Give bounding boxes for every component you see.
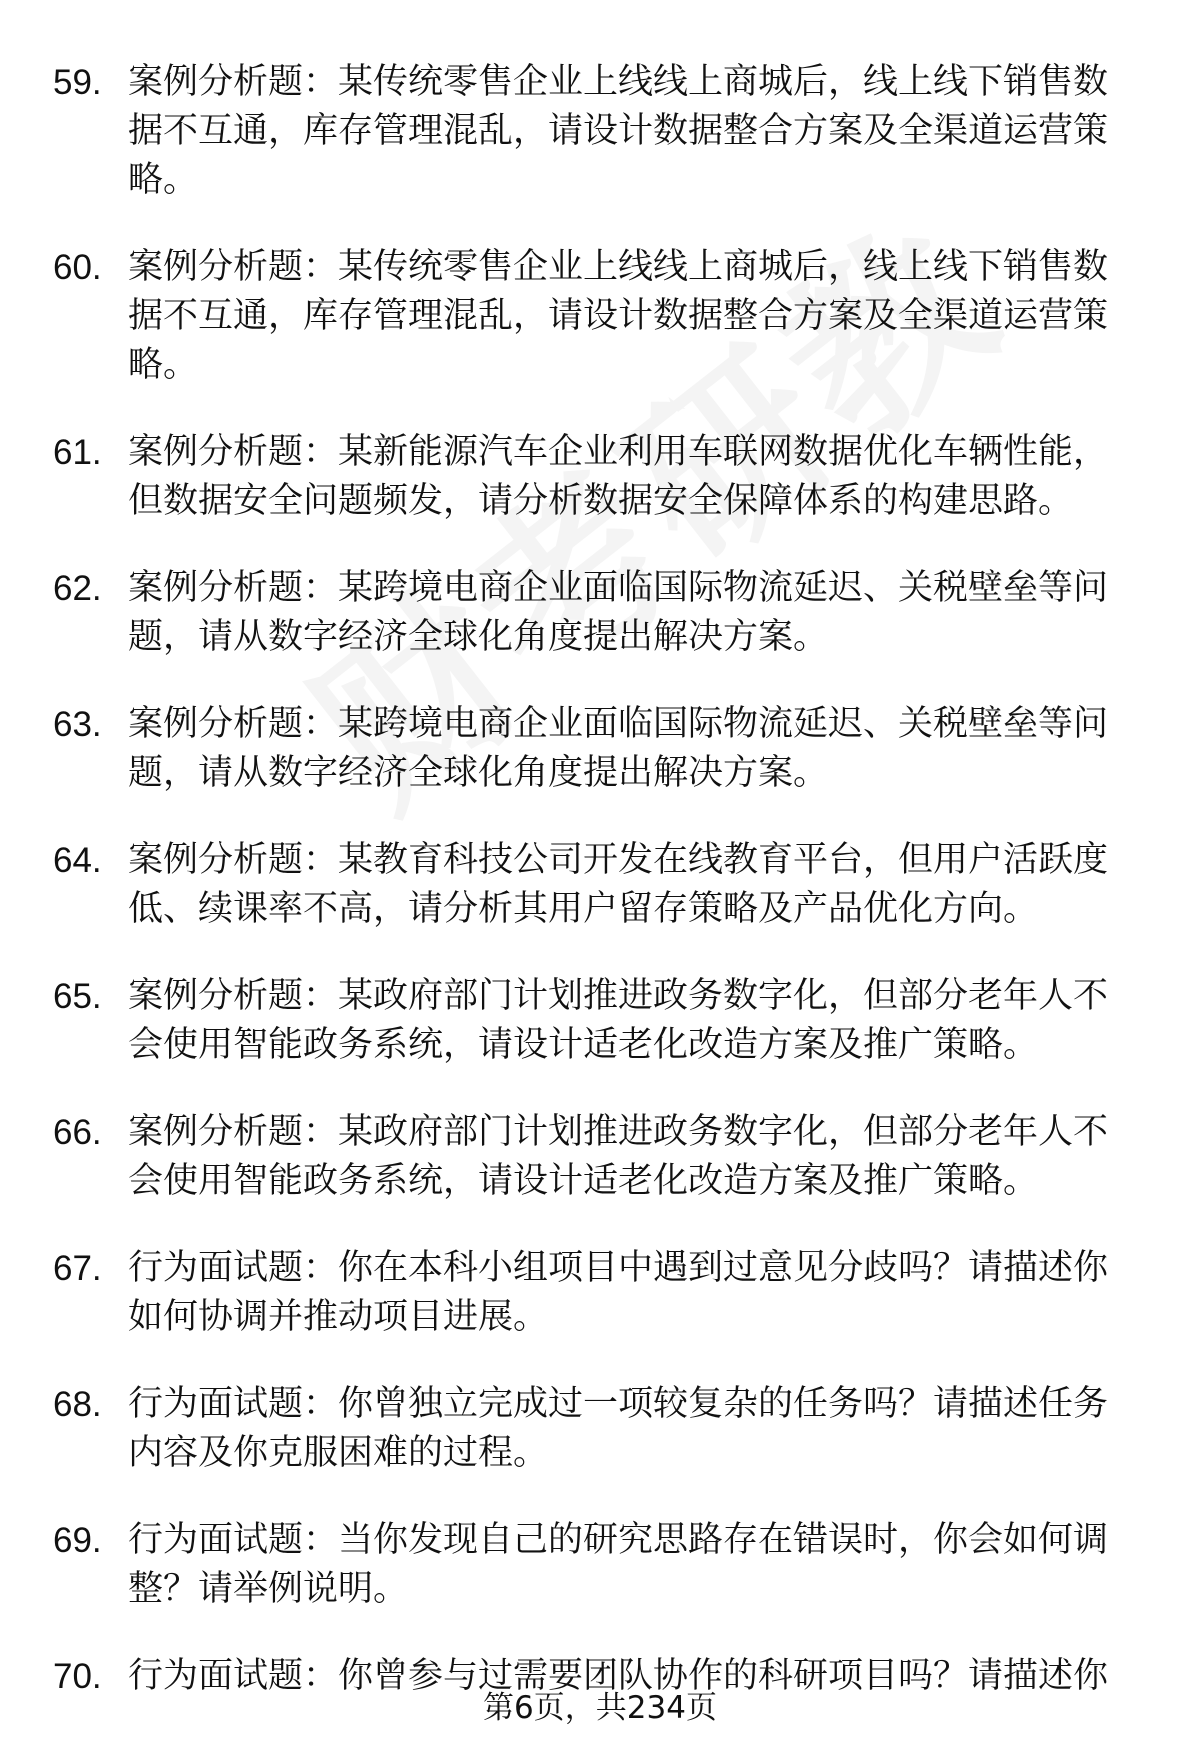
question-text: 案例分析题：某政府部门计划推进政务数字化，但部分老年人不会使用智能政务系统，请设计适老化改造方案及推广策略。 (128, 976, 1109, 1065)
question-item (0, 58, 1136, 205)
question-text: 案例分析题：某传统零售企业上线线上商城后，线上线下销售数据不互通，库存管理混乱，请设计数据整合方案及全渠道运营策略。 (128, 247, 1109, 385)
question-text: 案例分析题：某传统零售企业上线线上商城后，线上线下销售数据不互通，库存管理混乱，请设计数据整合方案及全渠道运营策略。 (128, 62, 1109, 200)
question-item (0, 836, 1136, 934)
question-number: 67. (53, 1249, 102, 1288)
question-item (0, 1380, 1136, 1478)
question-number: 70. (53, 1657, 102, 1696)
question-text: 行为面试题：你曾参与过需要团队协作的科研项目吗？请描述你 (128, 1656, 1109, 1696)
question-item (0, 1108, 1136, 1206)
page-footer: 第6页，共234页 (483, 1690, 717, 1726)
question-item (0, 243, 1136, 390)
question-number: 68. (53, 1385, 102, 1424)
question-number: 66. (53, 1113, 102, 1152)
question-number: 64. (53, 841, 102, 880)
question-item (0, 972, 1136, 1070)
question-item (0, 1244, 1136, 1342)
question-item (0, 564, 1136, 662)
question-number: 62. (53, 569, 102, 608)
question-item (0, 428, 1136, 526)
question-text: 行为面试题：你在本科小组项目中遇到过意见分歧吗？请描述你如何协调并推动项目进展。 (128, 1248, 1109, 1337)
question-text: 案例分析题：某政府部门计划推进政务数字化，但部分老年人不会使用智能政务系统，请设计适老化改造方案及推广策略。 (128, 1112, 1109, 1201)
question-number: 65. (53, 977, 102, 1016)
question-text: 案例分析题：某教育科技公司开发在线教育平台，但用户活跃度低、续课率不高，请分析其用户留存策略及产品优化方向。 (128, 840, 1109, 929)
question-list (0, 58, 1200, 1739)
question-number: 63. (53, 705, 102, 744)
question-text: 案例分析题：某新能源汽车企业利用车联网数据优化车辆性能，但数据安全问题频发，请分析数据安全保障体系的构建思路。 (128, 432, 1109, 521)
question-text: 案例分析题：某跨境电商企业面临国际物流延迟、关税壁垒等问题，请从数字经济全球化角度提出解决方案。 (128, 704, 1109, 793)
question-text: 案例分析题：某跨境电商企业面临国际物流延迟、关税壁垒等问题，请从数字经济全球化角度提出解决方案。 (128, 568, 1109, 657)
question-number: 69. (53, 1521, 102, 1560)
question-text: 行为面试题：当你发现自己的研究思路存在错误时，你会如何调整？请举例说明。 (128, 1520, 1109, 1609)
question-item (0, 700, 1136, 798)
question-number: 60. (53, 248, 102, 287)
question-item (0, 1516, 1136, 1614)
question-number: 59. (53, 63, 102, 102)
question-text: 行为面试题：你曾独立完成过一项较复杂的任务吗？请描述任务内容及你克服困难的过程。 (128, 1384, 1109, 1473)
question-number: 61. (53, 433, 102, 472)
